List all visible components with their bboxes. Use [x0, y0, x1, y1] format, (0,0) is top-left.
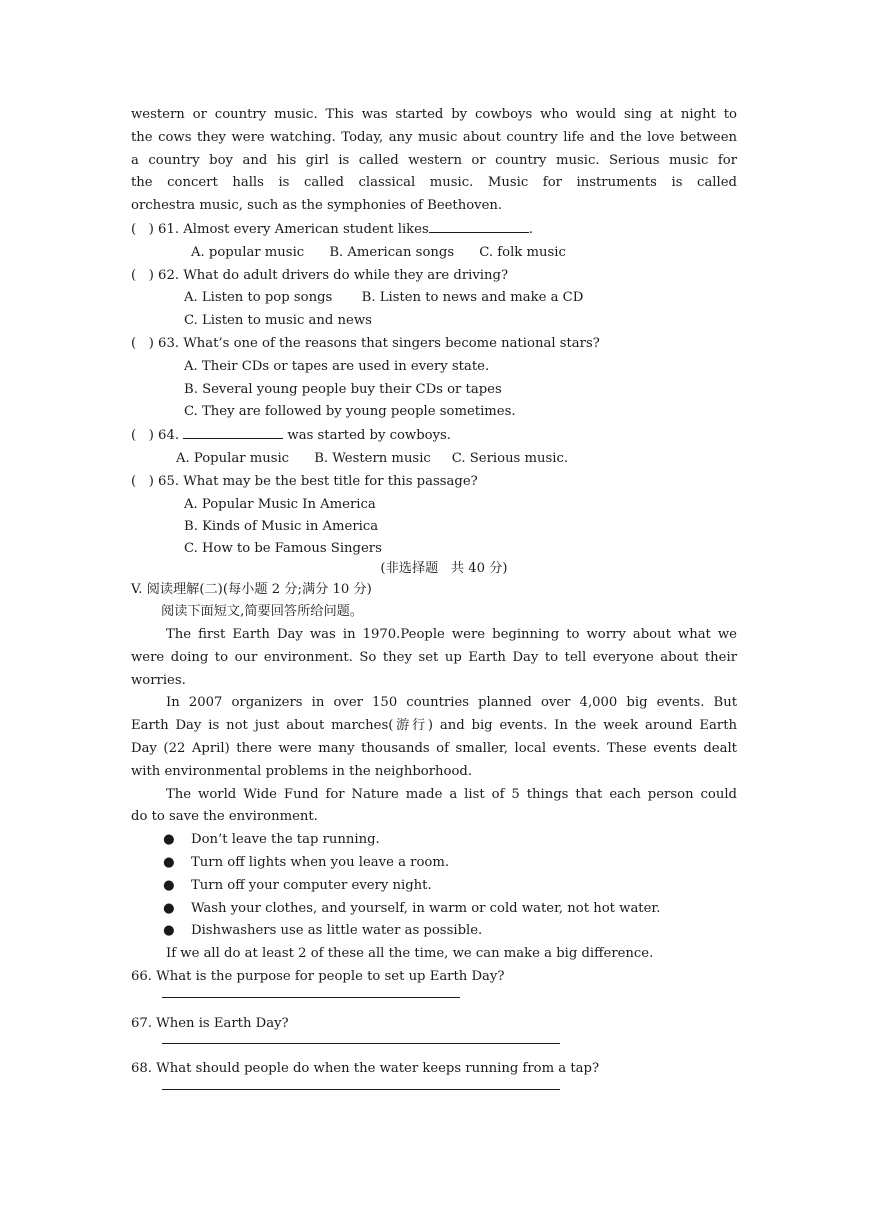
passage-2-line: do to save the environment.: [131, 809, 318, 825]
section-5: [131, 579, 737, 624]
spacer: [131, 998, 737, 1013]
question-61-stem: [131, 218, 737, 242]
bullet-item: [131, 920, 737, 943]
passage-2-line: The first Earth Day was in 1970.People were beginning to worry about what we: [166, 626, 737, 642]
question-61-text: ( ) 61. Almost every American student likes: [131, 221, 429, 237]
question-65-stem: ( ) 65. What may be the best title for this passage?: [131, 473, 478, 489]
passage-2-line: Day (22 April) there were many thousands of smaller, local events. These events dealt: [131, 740, 737, 756]
question-62-stem: ( ) 62. What do adult drivers do while they are driving?: [131, 267, 509, 283]
bullet-icon: ●: [163, 854, 175, 870]
section-5-instruction: 阅读下面短文,简要回答所给问题。: [161, 604, 364, 620]
open-questions: [131, 966, 737, 1090]
section-header: (非选择题 共 40 分): [380, 561, 508, 577]
answer-blank[interactable]: [183, 424, 283, 439]
passage-1-line: a country boy and his girl is called western or country music. Serious music for: [131, 152, 737, 168]
question-64: [131, 424, 737, 471]
passage-2-closing: If we all do at least 2 of these all the time, we can make a big difference.: [166, 946, 654, 962]
bullet-text: Dishwashers use as little water as possible.: [191, 923, 483, 939]
question-65-option-a: A. Popular Music In America: [184, 496, 376, 512]
bullet-icon: ●: [163, 900, 175, 916]
question-62: [131, 265, 737, 333]
question-67: 67. When is Earth Day?: [131, 1015, 289, 1031]
passage-1: [131, 104, 737, 218]
bullet-icon: ●: [163, 923, 175, 939]
passage-1-line: the concert halls is called classical music. Music for instruments is called: [131, 175, 737, 191]
question-63-option-c: C. They are followed by young people sometimes.: [184, 404, 516, 420]
bullet-text: Wash your clothes, and yourself, in warm or cold water, not hot water.: [191, 900, 661, 916]
passage-2-line: worries.: [131, 672, 186, 688]
question-66: 66. What is the purpose for people to set up Earth Day?: [131, 968, 505, 984]
bullet-icon: ●: [163, 877, 175, 893]
bullet-item: [131, 852, 737, 875]
bullet-item: [131, 829, 737, 852]
question-63-stem: ( ) 63. What’s one of the reasons that singers become national stars?: [131, 335, 600, 351]
question-65-option-c: C. How to be Famous Singers: [184, 541, 382, 557]
bullet-icon: ●: [163, 832, 175, 848]
question-62-options-ab: A. Listen to pop songs B. Listen to news and make a CD: [184, 290, 584, 306]
question-64-options: A. Popular music B. Western music C. Serious music.: [176, 450, 569, 466]
exam-page: [131, 104, 737, 1090]
question-64-stem: [131, 424, 737, 448]
bullet-item: [131, 898, 737, 921]
question-63-option-a: A. Their CDs or tapes are used in every state.: [184, 358, 490, 374]
passage-1-line: western or country music. This was started by cowboys who would sing at night to: [131, 107, 737, 122]
passage-2-line: were doing to our environment. So they set up Earth Day to tell everyone about their: [131, 649, 737, 665]
bullet-text: Turn off your computer every night.: [191, 877, 432, 893]
answer-line-67[interactable]: [162, 1035, 560, 1044]
passage-2-line: Earth Day is not just about marches(游行) and big events. In the week around Earth: [131, 718, 737, 734]
question-61-options: A. popular music B. American songs C. folk music: [191, 244, 566, 260]
passage-1-line: orchestra music, such as the symphonies of Beethoven.: [131, 198, 503, 214]
question-61: [131, 218, 737, 265]
question-64-text: ( ) 64.: [131, 428, 184, 444]
passage-2-line: with environmental problems in the neighborhood.: [131, 763, 473, 779]
bullet-text: Don’t leave the tap running.: [191, 832, 380, 848]
passage-2-line: In 2007 organizers in over 150 countries planned over 4,000 big events. But: [166, 695, 737, 711]
passage-1-line: the cows they were watching. Today, any music about country life and the love between: [131, 129, 737, 145]
answer-line-66[interactable]: [162, 989, 460, 998]
section-5-title: V. 阅读理解(二)(每小题 2 分;满分 10 分): [131, 582, 372, 598]
question-64-end: was started by cowboys.: [283, 428, 451, 444]
answer-blank[interactable]: [429, 218, 529, 233]
spacer: [131, 1044, 737, 1058]
question-62-option-c: C. Listen to music and news: [184, 313, 372, 329]
bullet-item: [131, 875, 737, 898]
question-65: [131, 471, 737, 559]
question-68: 68. What should people do when the water keeps running from a tap?: [131, 1061, 600, 1077]
passage-2: [131, 624, 737, 966]
passage-2-line: The world Wide Fund for Nature made a list of 5 things that each person could: [166, 786, 737, 802]
question-61-end: .: [528, 221, 533, 237]
bullet-text: Turn off lights when you leave a room.: [191, 854, 450, 870]
question-63-option-b: B. Several young people buy their CDs or tapes: [184, 381, 502, 397]
question-63: [131, 333, 737, 424]
answer-line-68[interactable]: [162, 1081, 560, 1090]
question-65-option-b: B. Kinds of Music in America: [184, 519, 379, 535]
